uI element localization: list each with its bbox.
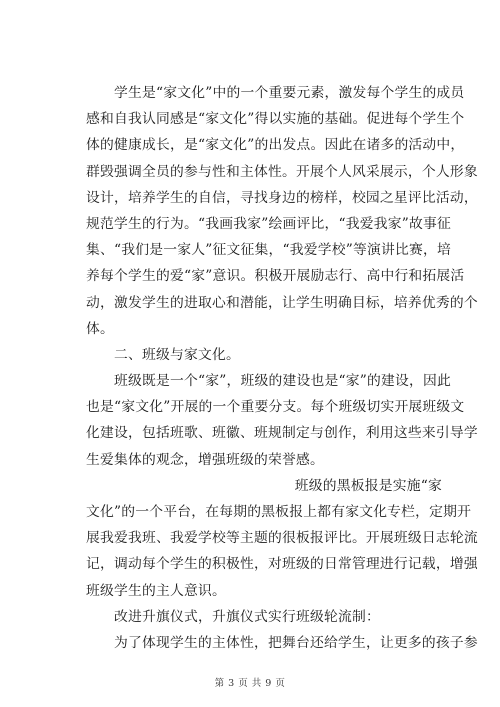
section-heading: 二、班级与家文化。: [114, 346, 240, 363]
paragraph-line-tail: 班级的黑板报是实施“家: [294, 477, 442, 494]
paragraph-line: 化建设，包括班歌、班徽、班规制定与创作，利用这些来引导学: [86, 425, 478, 442]
paragraph-line: 改进升旗仪式，升旗仪式实行班级轮流制：: [114, 608, 380, 625]
paragraph-line: 体。: [86, 320, 114, 337]
paragraph-line: 记，调动每个学生的积极性，对班级的日常管理进行记载，增强: [86, 556, 478, 573]
paragraph-line: 集、“我们是一家人”征文征集，“我爱学校”等演讲比赛，培: [86, 242, 451, 259]
paragraph-line: 养每个学生的爱“家”意识。积极开展励志行、高中行和拓展活: [86, 268, 465, 285]
paragraph-line: 班级既是一个“家”，班级的建设也是“家”的建设，因此: [114, 373, 451, 390]
paragraph-line: 学生是“家文化”中的一个重要元素，激发每个学生的成员: [114, 85, 465, 101]
paragraph-line: 群毁强调全员的参与性和主体性。开展个人风采展示，个人形象: [86, 163, 478, 180]
paragraph-line: 体的健康成长，是“家文化”的出发点。因此在诸多的活动中，: [86, 137, 465, 154]
paragraph-line: 文化”的一个平台，在每期的黑板报上都有家文化专栏，定期开: [86, 504, 472, 520]
paragraph-line: [86, 473, 442, 499]
paragraph-line: 设计，培养学生的自信，寻找身边的榜样，校园之星评比活动，: [86, 189, 478, 206]
page-number-footer: 第 3 页 共 9 页: [214, 678, 286, 689]
paragraph-line: 动，激发学生的进取心和潜能，让学生明确目标，培养优秀的个: [86, 294, 478, 311]
paragraph-line: 为了体现学生的主体性，把舞台还给学生，让更多的孩子参: [114, 634, 478, 651]
paragraph-line: 也是“家文化”开展的一个重要分支。每个班级切实开展班级文: [86, 399, 465, 416]
paragraph-line: 生爱集体的观念，增强班级的荣誉感。: [86, 451, 324, 468]
paragraph-line: 班级学生的主人意识。: [86, 582, 226, 599]
paragraph-line: 展我爱我班、我爱学校等主题的很板报评比。开展班级日志轮流: [86, 530, 478, 547]
paragraph-line: 规范学生的行为。“我画我家”绘画评比，“我爱我家”故事征: [86, 215, 451, 232]
paragraph-line: 感和自我认同感是“家文化”得以实施的基础。促进每个学生个: [86, 111, 465, 128]
document-body: [86, 80, 478, 656]
